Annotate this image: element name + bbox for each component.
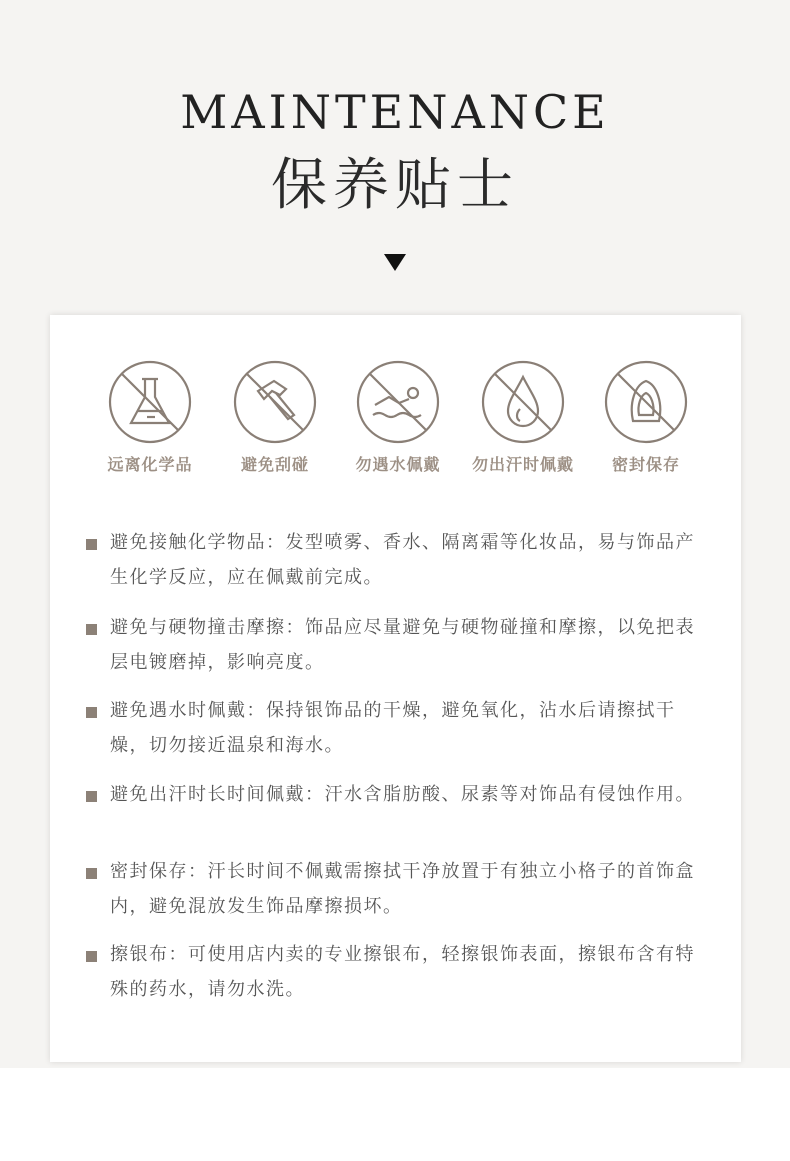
icon-label-storage: 密封保存 [611,455,680,474]
tips-card [50,315,741,1062]
no-swimming-icon [355,359,441,445]
tip-text: 避免遇水时佩戴：保持银饰品的干燥，避免氧化，沾水后请擦拭干燥，切勿接近温泉和海水。 [110,700,676,756]
tip-text: 避免与硬物撞击摩擦：饰品应尽量避免与硬物碰撞和摩擦，以免把表层电镀磨掉，影响亮度。 [110,617,695,673]
no-sweat-icon [480,359,566,445]
page-title-en: MAINTENANCE [180,85,610,139]
no-collision-icon [232,359,318,445]
bullet-square [86,868,97,879]
no-chemicals-icon [107,359,193,445]
icon-label-swimming: 勿遇水佩戴 [355,455,441,474]
page-footer-space [0,1068,790,1161]
tip-text: 密封保存：汗长时间不佩戴需擦拭干净放置于有独立小格子的首饰盒内，避免混放发生饰品摩擦损坏。 [110,861,695,917]
icon-label-chemicals: 远离化学品 [107,455,193,474]
icon-label-sweat: 勿出汗时佩戴 [471,455,574,474]
tip-text: 擦银布：可使用店内卖的专业擦银布，轻擦银饰表面，擦银布含有特殊的药水，请勿水洗。 [110,944,695,1000]
bullet-square [86,539,97,550]
sealed-storage-icon [603,359,689,445]
bullet-square [86,624,97,635]
bullet-square [86,951,97,962]
icon-label-collision: 避免刮碰 [240,455,309,474]
bullet-square [86,707,97,718]
bullet-square [86,791,97,802]
tip-text: 避免接触化学物品：发型喷雾、香水、隔离霜等化妆品，易与饰品产生化学反应，应在佩戴前完成。 [110,532,695,588]
page-title-cn: 保养贴士 [271,153,519,218]
tip-text: 避免出汗时长时间佩戴：汗水含脂肪酸、尿素等对饰品有侵蚀作用。 [110,784,695,805]
down-arrow-icon [384,254,406,271]
